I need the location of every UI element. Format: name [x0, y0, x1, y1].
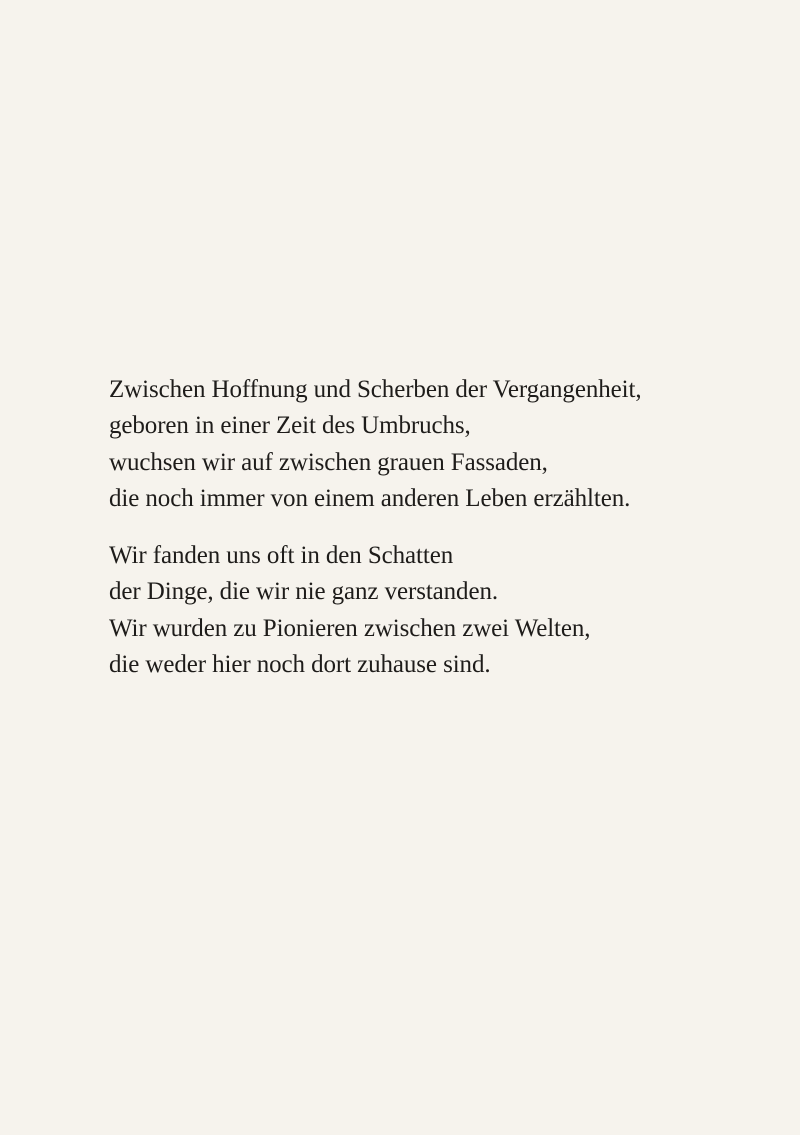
- poem-line: die noch immer von einem anderen Leben erzählten.: [109, 484, 631, 512]
- poem-line: Wir fanden uns oft in den Schatten: [109, 542, 454, 570]
- poem-line: Zwischen Hoffnung und Scherben der Vergangenheit,: [109, 376, 642, 403]
- poem: [109, 372, 769, 683]
- poem-line: geboren in einer Zeit des Umbruchs,: [109, 412, 471, 440]
- poem-line: die weder hier noch dort zuhause sind.: [109, 651, 491, 679]
- poem-line: Wir wurden zu Pionieren zwischen zwei Welten,: [109, 614, 591, 642]
- poem-line: wuchsen wir auf zwischen grauen Fassaden,: [109, 448, 548, 476]
- stanza-1: [109, 372, 769, 517]
- stanza-2: [109, 538, 769, 683]
- poem-line: der Dinge, die wir nie ganz verstanden.: [109, 578, 499, 606]
